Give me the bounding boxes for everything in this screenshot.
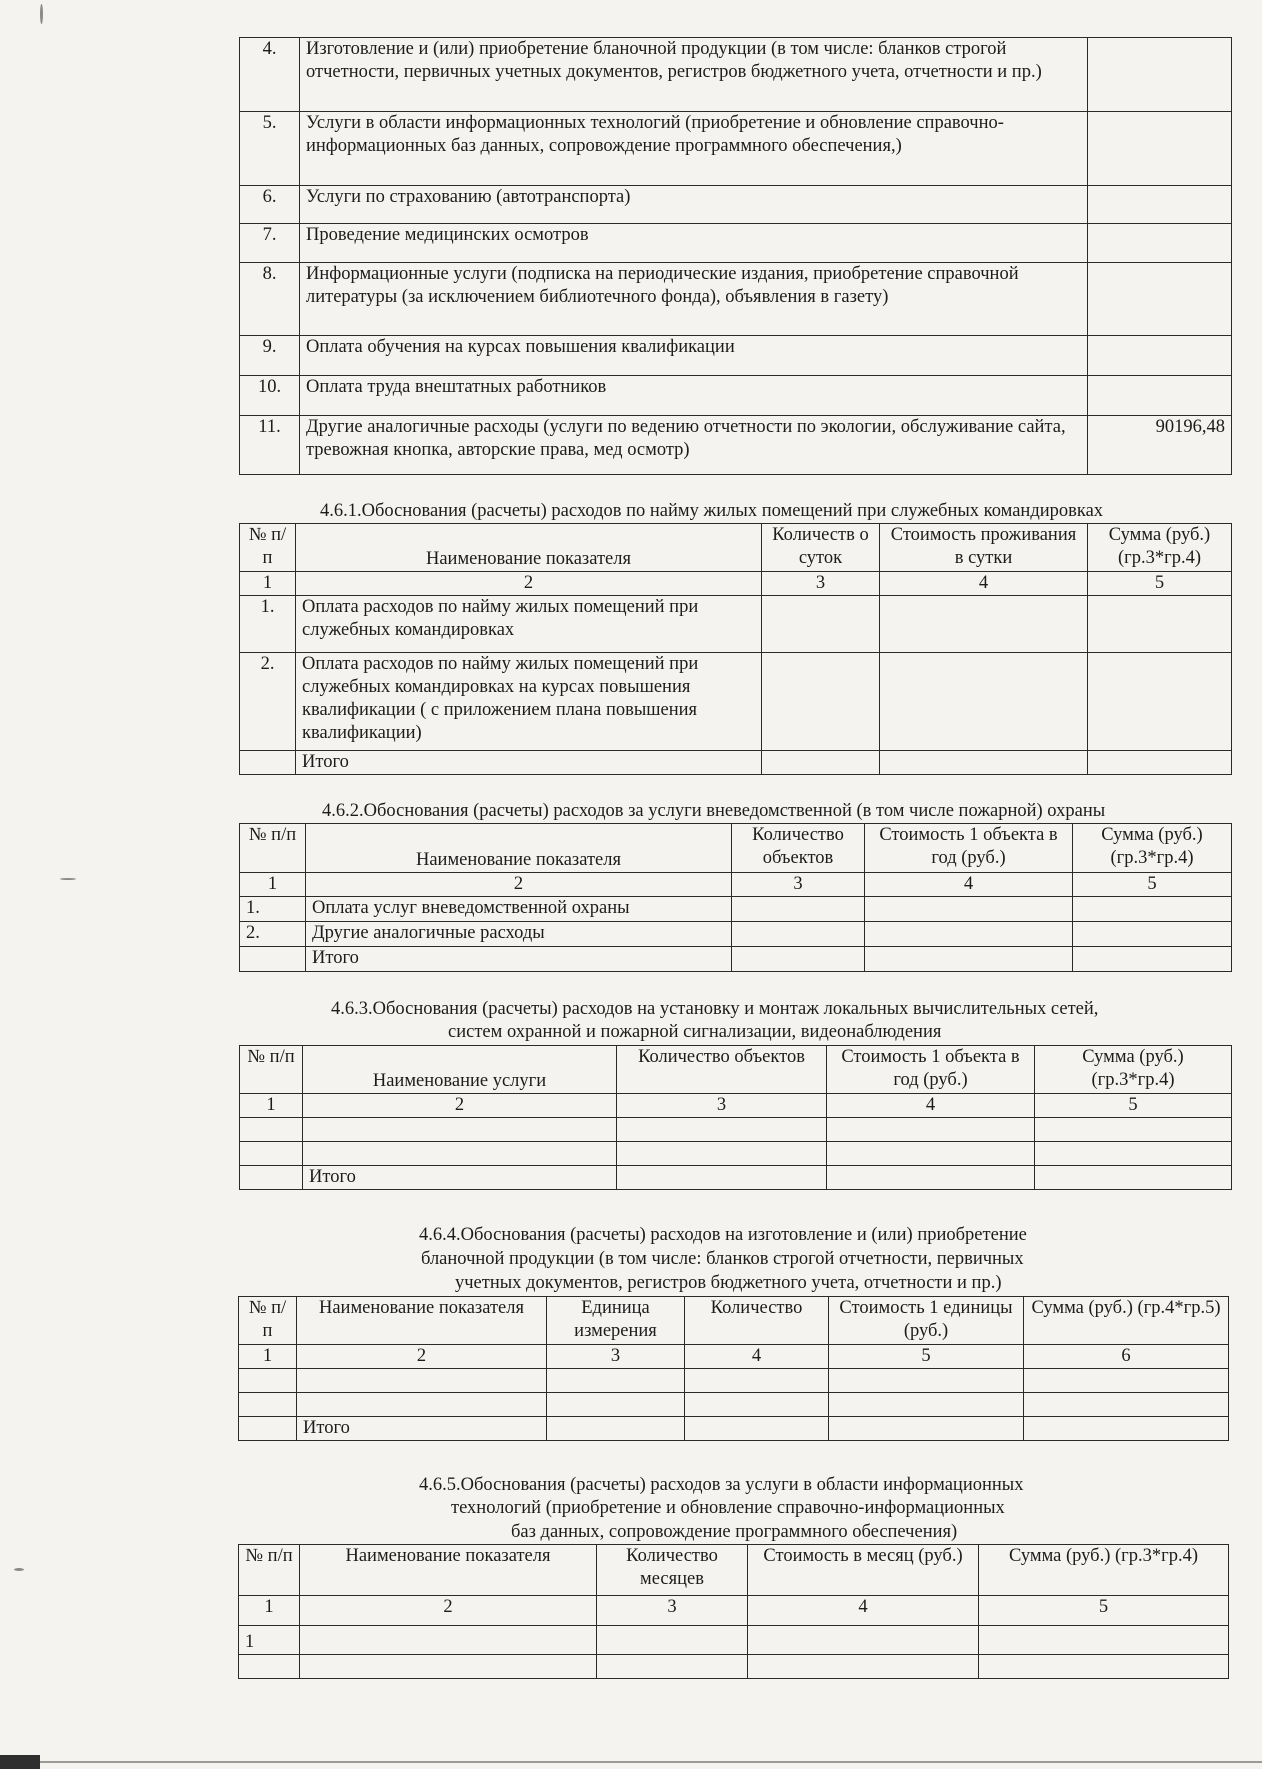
col-header: № п/п [239,1545,300,1596]
empty-cell [617,1118,827,1142]
security-table [239,823,1232,972]
table-header-row [240,1046,1232,1094]
section-title-4-6-5-line3: баз данных, сопровождение программного обеспечения) [511,1522,958,1542]
table-row [239,1655,1229,1679]
col-number: 3 [732,873,865,897]
col-number: 2 [297,1345,547,1369]
col-header: Наименование показателя [300,1545,597,1596]
empty-cell [303,1118,617,1142]
col-number: 2 [306,873,732,897]
empty-cell [865,897,1073,922]
section-title-4-6-2: 4.6.2.Обоснования (расчеты) расходов за услуги вневедомственной (в том числе пожарной) охраны [322,801,1106,821]
col-number: 3 [762,572,880,596]
column-number-row [239,1596,1229,1626]
col-number: 4 [827,1094,1035,1118]
table-row [240,38,1232,112]
empty-cell [597,1626,748,1655]
scan-speck [14,1568,24,1571]
row-name: Услуги по страхованию (автотранспорта) [300,186,1088,224]
column-number-row [240,873,1232,897]
section-title-4-6-1: 4.6.1.Обоснования (расчеты) расходов по найму жилых помещений при служебных командировках [320,501,1104,521]
empty-cell [1024,1417,1229,1441]
col-header: Количество [685,1297,829,1345]
empty-cell [547,1417,685,1441]
empty-cell [239,1655,300,1679]
col-header: Наименование показателя [296,524,762,572]
row-name: Другие аналогичные расходы (услуги по ведению отчетности по экологии, обслуживание сайта, тревожная кнопка, авторские права, мед осмотр) [300,416,1088,475]
empty-cell [240,1166,303,1190]
col-header: Наименование показателя [306,824,732,873]
empty-cell [762,596,880,653]
table-row [240,263,1232,336]
table-row [240,416,1232,475]
row-sum: 90196,48 [1088,416,1232,475]
empty-cell [239,1369,297,1393]
row-number: 8. [240,263,300,336]
it-services-table [238,1544,1229,1679]
table-row [239,1393,1229,1417]
empty-cell [732,947,865,972]
total-row [239,1417,1229,1441]
col-header: № п/п [239,1297,297,1345]
row-number: 4. [240,38,300,112]
empty-cell [732,897,865,922]
total-row [240,947,1232,972]
table-row [240,897,1232,922]
col-number: 3 [617,1094,827,1118]
col-header: Сумма (руб.) (гр.3*гр.4) [1073,824,1232,873]
col-header: Количество объектов [617,1046,827,1094]
row-number: 2. [240,653,296,751]
expense-items-table [239,37,1232,475]
table-header-row [240,824,1232,873]
empty-cell [979,1655,1229,1679]
col-header: Единица измерения [547,1297,685,1345]
section-title-4-6-3-line2: систем охранной и пожарной сигнализации, видеонаблюдения [448,1022,942,1042]
table-row [240,1142,1232,1166]
empty-cell [880,596,1088,653]
empty-cell [865,947,1073,972]
col-header: Количество месяцев [597,1545,748,1596]
col-header: Количество объектов [732,824,865,873]
col-number: 2 [303,1094,617,1118]
empty-cell [979,1626,1229,1655]
row-number: 10. [240,376,300,416]
row-sum [1088,224,1232,263]
col-header: Количеств о суток [762,524,880,572]
empty-cell [880,653,1088,751]
empty-cell [1073,922,1232,947]
empty-cell [617,1142,827,1166]
empty-cell [748,1655,979,1679]
empty-cell [829,1369,1024,1393]
col-number: 4 [865,873,1073,897]
col-header: Сумма (руб.) (гр.3*гр.4) [1035,1046,1232,1094]
col-number: 5 [1035,1094,1232,1118]
table-row [240,376,1232,416]
scan-speck [60,878,76,880]
col-number: 5 [1088,572,1232,596]
table-row [240,653,1232,751]
scan-bottom-edge [0,1755,40,1769]
col-number: 1 [240,873,306,897]
col-number: 1 [240,572,296,596]
empty-cell [1073,947,1232,972]
empty-cell [547,1393,685,1417]
col-header: Стоимость 1 объекта в год (руб.) [827,1046,1035,1094]
network-install-table [239,1045,1232,1190]
total-label: Итого [296,751,762,775]
empty-cell [827,1166,1035,1190]
total-row [240,751,1232,775]
col-number: 4 [748,1596,979,1626]
empty-cell [1035,1166,1232,1190]
col-header: Стоимость 1 единицы (руб.) [829,1297,1024,1345]
scan-bottom-line [40,1761,1262,1763]
col-number: 4 [685,1345,829,1369]
empty-cell [829,1417,1024,1441]
col-number: 3 [547,1345,685,1369]
row-sum [1088,112,1232,186]
total-label: Итого [306,947,732,972]
col-header: № п/п [240,1046,303,1094]
empty-cell [297,1369,547,1393]
col-number: 1 [239,1596,300,1626]
forms-table [238,1296,1229,1441]
row-name: Информационные услуги (подписка на периодические издания, приобретение справочной литературы (за исключением библиотечного фонда), объявления в газету) [300,263,1088,336]
empty-cell [547,1369,685,1393]
section-title-4-6-4-line3: учетных документов, регистров бюджетного учета, отчетности и пр.) [455,1273,1002,1293]
row-number: 2. [240,922,306,947]
empty-cell [748,1626,979,1655]
section-title-4-6-4-line1: 4.6.4.Обоснования (расчеты) расходов на изготовление и (или) приобретение [419,1225,1027,1245]
row-number: 1 [239,1626,300,1655]
col-header: Стоимость в месяц (руб.) [748,1545,979,1596]
row-name: Оплата труда внештатных работников [300,376,1088,416]
col-header: Стоимость 1 объекта в год (руб.) [865,824,1073,873]
col-header: Сумма (руб.) (гр.4*гр.5) [1024,1297,1229,1345]
empty-cell [239,1417,297,1441]
total-label: Итого [297,1417,547,1441]
empty-cell [865,922,1073,947]
empty-cell [617,1166,827,1190]
empty-cell [762,751,880,775]
row-number: 11. [240,416,300,475]
table-header-row [239,1297,1229,1345]
section-title-4-6-5-line2: технологий (приобретение и обновление справочно-информационных [451,1498,1005,1518]
section-title-4-6-4-line2: бланочной продукции (в том числе: бланков строгой отчетности, первичных [421,1249,1024,1269]
row-sum [1088,186,1232,224]
row-sum [1088,336,1232,376]
col-header: Наименование услуги [303,1046,617,1094]
empty-cell [240,1118,303,1142]
row-number: 6. [240,186,300,224]
scan-speck [40,4,43,24]
section-title-4-6-3-line1: 4.6.3.Обоснования (расчеты) расходов на установку и монтаж локальных вычислительных сетей, [331,999,1099,1019]
table-row [240,596,1232,653]
empty-cell [827,1142,1035,1166]
table-header-row [239,1545,1229,1596]
empty-cell [1035,1118,1232,1142]
empty-cell [1088,653,1232,751]
empty-cell [685,1369,829,1393]
table-row [240,112,1232,186]
empty-cell [240,1142,303,1166]
table-row [239,1369,1229,1393]
col-number: 2 [300,1596,597,1626]
column-number-row [239,1345,1229,1369]
empty-cell [685,1417,829,1441]
row-sum [1088,38,1232,112]
row-name: Оплата расходов по найму жилых помещений при служебных командировках [296,596,762,653]
row-number: 9. [240,336,300,376]
col-number: 2 [296,572,762,596]
col-number: 1 [239,1345,297,1369]
table-row [240,186,1232,224]
table-row [239,1626,1229,1655]
column-number-row [240,572,1232,596]
col-number: 5 [979,1596,1229,1626]
col-number: 3 [597,1596,748,1626]
empty-cell [240,947,306,972]
row-number: 5. [240,112,300,186]
empty-cell [1073,897,1232,922]
empty-cell [1035,1142,1232,1166]
empty-cell [597,1655,748,1679]
empty-cell [239,1393,297,1417]
table-row [240,224,1232,263]
empty-cell [685,1393,829,1417]
row-name: Изготовление и (или) приобретение бланочной продукции (в том числе: бланков строгой отчетности, первичных учетных документов, регистров бюджетного учета, отчетности и пр.) [300,38,1088,112]
empty-cell [829,1393,1024,1417]
col-number: 4 [880,572,1088,596]
col-header: № п/п [240,824,306,873]
lodging-table [239,523,1232,775]
col-header: Наименование показателя [297,1297,547,1345]
row-sum [1088,263,1232,336]
empty-cell [1088,596,1232,653]
row-number: 1. [240,897,306,922]
empty-cell [297,1393,547,1417]
col-header: Сумма (руб.) (гр.3*гр.4) [979,1545,1229,1596]
col-header: Сумма (руб.) (гр.3*гр.4) [1088,524,1232,572]
table-row [240,336,1232,376]
row-name: Оплата услуг вневедомственной охраны [306,897,732,922]
total-row [240,1166,1232,1190]
col-header: Стоимость проживания в сутки [880,524,1088,572]
row-name: Другие аналогичные расходы [306,922,732,947]
table-header-row [240,524,1232,572]
row-number: 1. [240,596,296,653]
empty-cell [762,653,880,751]
total-label: Итого [303,1166,617,1190]
section-title-4-6-5-line1: 4.6.5.Обоснования (расчеты) расходов за услуги в области информационных [419,1475,1024,1495]
empty-cell [1088,751,1232,775]
row-number: 7. [240,224,300,263]
row-name: Оплата расходов по найму жилых помещений при служебных командировках на курсах повышения квалификации ( с приложением плана повышения квалификации) [296,653,762,751]
column-number-row [240,1094,1232,1118]
empty-cell [1024,1393,1229,1417]
row-name: Оплата обучения на курсах повышения квалификации [300,336,1088,376]
col-number: 5 [829,1345,1024,1369]
empty-cell [300,1626,597,1655]
empty-cell [1024,1369,1229,1393]
empty-cell [240,751,296,775]
empty-cell [303,1142,617,1166]
row-sum [1088,376,1232,416]
col-number: 5 [1073,873,1232,897]
empty-cell [880,751,1088,775]
col-header: № п/п [240,524,296,572]
empty-cell [300,1655,597,1679]
col-number: 1 [240,1094,303,1118]
table-row [240,1118,1232,1142]
empty-cell [732,922,865,947]
row-name: Проведение медицинских осмотров [300,224,1088,263]
table-row [240,922,1232,947]
row-name: Услуги в области информационных технологий (приобретение и обновление справочно-информационных баз данных, сопровождение программного обеспечения,) [300,112,1088,186]
col-number: 6 [1024,1345,1229,1369]
empty-cell [827,1118,1035,1142]
